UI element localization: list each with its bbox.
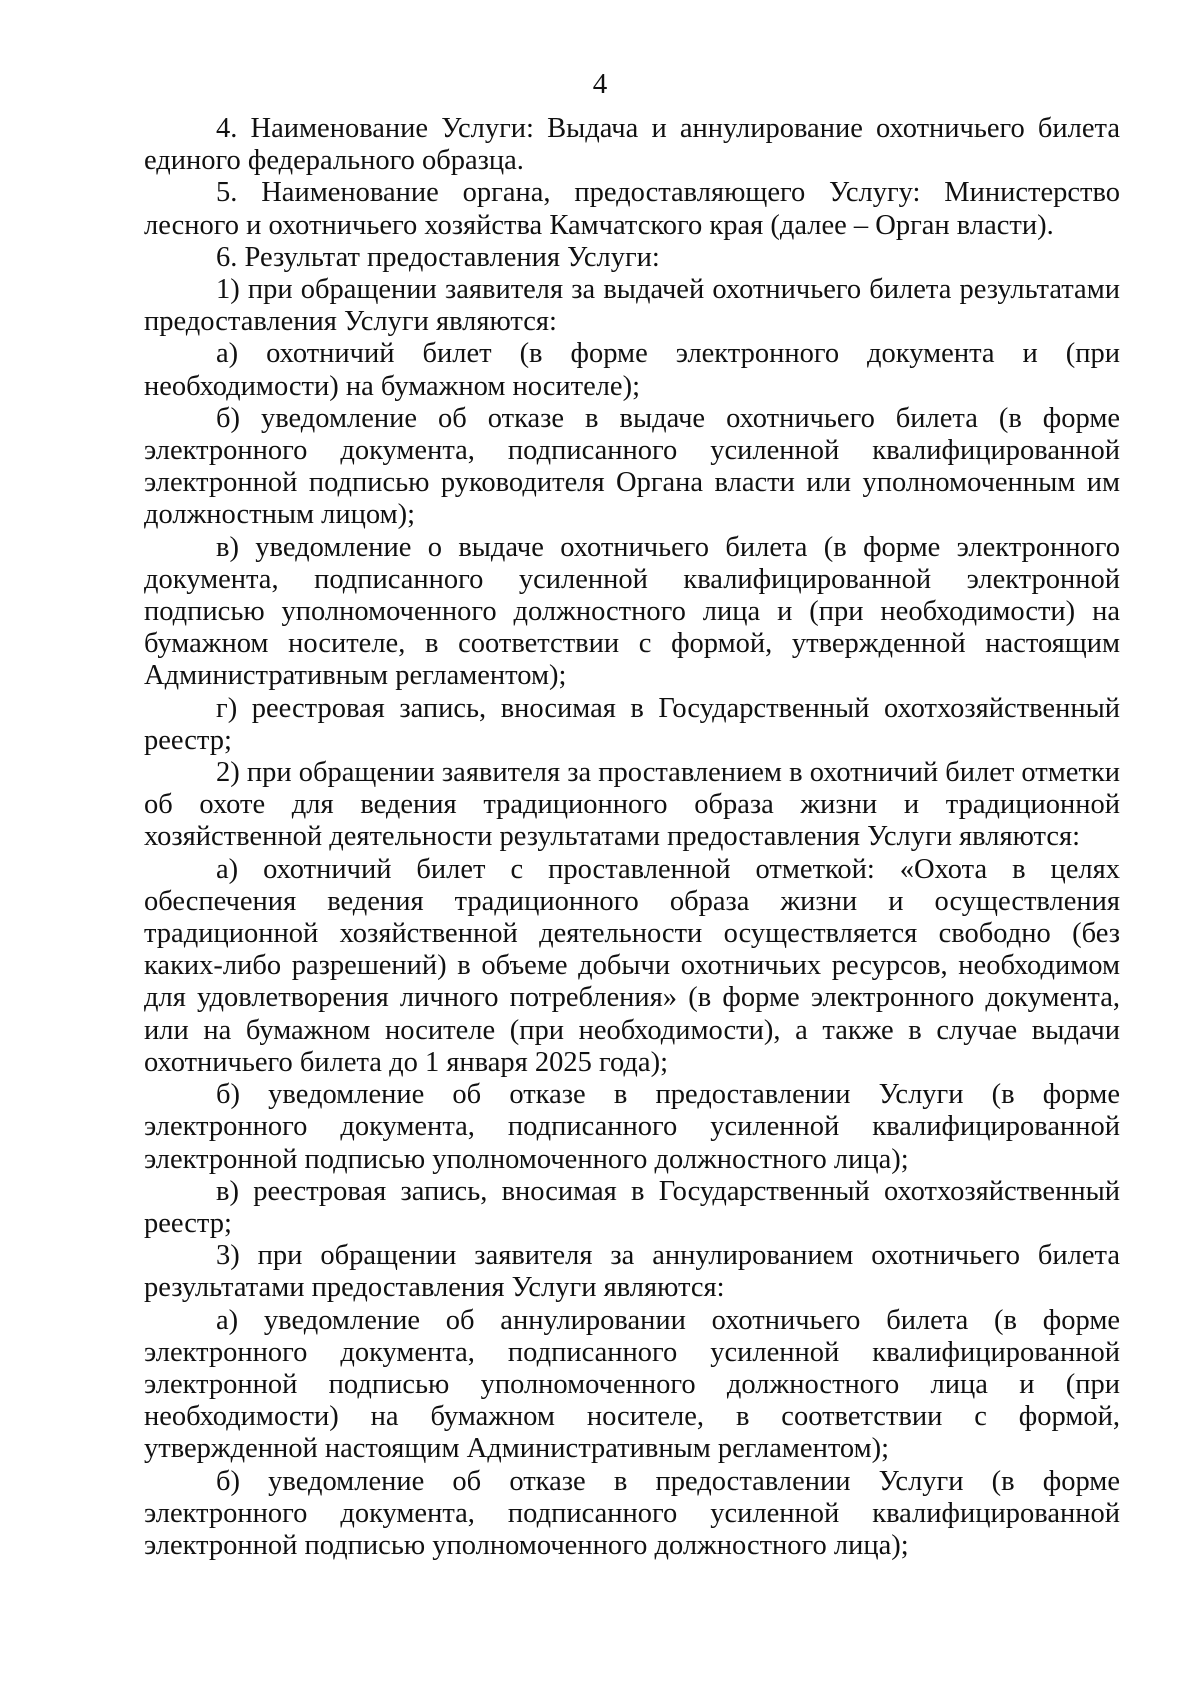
paragraph-item-2b: б) уведомление об отказе в предоставлении Услуги (в форме электронного документа, подписанного усиленной квалифицированной электронной подписью уполномоченного должностного лица); [144,1079,1120,1175]
paragraph-item-1g: г) реестровая запись, вносимая в Государственный охотхозяйственный реестр; [144,692,1120,756]
paragraph-item-1a: а) охотничий билет (в форме электронного документа и (при необходимости) на бумажном носителе); [144,338,1120,402]
page-number: 4 [592,68,608,100]
document-body [144,113,1120,1562]
paragraph-item-1v: в) уведомление о выдаче охотничьего билета (в форме электронного документа, подписанного усиленной квалифицированной электронной подписью уполномоченного должностного лица и (при необходимости) на бумажном носителе, в соответствии с формой, утвержденной настоящим Административным регламентом); [144,531,1120,692]
paragraph-item-1: 1) при обращении заявителя за выдачей охотничьего билета результатами предоставления Услуги являются: [144,274,1120,338]
paragraph-item-3a: а) уведомление об аннулировании охотничьего билета (в форме электронного документа, подписанного усиленной квалифицированной электронной подписью уполномоченного должностного лица и (при необходимости) на бумажном носителе, в соответствии с формой, утвержденной настоящим Административным регламентом); [144,1304,1120,1465]
paragraph-result-heading: 6. Результат предоставления Услуги: [216,241,660,273]
paragraph-item-2: 2) при обращении заявителя за проставлением в охотничий билет отметки об охоте для ведения традиционного образа жизни и традиционной хозяйственной деятельности результатами предоставления Услуги являются: [144,757,1120,853]
paragraph-item-2v: в) реестровая запись, вносимая в Государственный охотхозяйственный реестр; [144,1175,1120,1239]
paragraph-item-3: 3) при обращении заявителя за аннулированием охотничьего билета результатами предоставления Услуги являются: [144,1240,1120,1304]
paragraph-item-3b: б) уведомление об отказе в предоставлении Услуги (в форме электронного документа, подписанного усиленной квалифицированной электронной подписью уполномоченного должностного лица); [144,1465,1120,1561]
paragraph-item-1b: б) уведомление об отказе в выдаче охотничьего билета (в форме электронного документа, подписанного усиленной квалифицированной электронной подписью руководителя Органа власти или уполномоченным им должностным лицом); [144,402,1120,531]
paragraph-item-2a: а) охотничий билет с проставленной отметкой: «Охота в целях обеспечения ведения традиционного образа жизни и осуществления традиционной хозяйственной деятельности осуществляется свободно (без каких-либо разрешений) в объеме добычи охотничьих ресурсов, необходимом для удовлетворения личного потребления» (в форме электронного документа, или на бумажном носителе (при необходимости), а также в случае выдачи охотничьего билета до 1 января 2025 года); [144,853,1120,1078]
paragraph-service-name: 4. Наименование Услуги: Выдача и аннулирование охотничьего билета единого федерального образца. [144,113,1120,177]
paragraph-authority-name: 5. Наименование органа, предоставляющего Услугу: Министерство лесного и охотничьего хозяйства Камчатского края (далее – Орган власти). [144,177,1120,241]
